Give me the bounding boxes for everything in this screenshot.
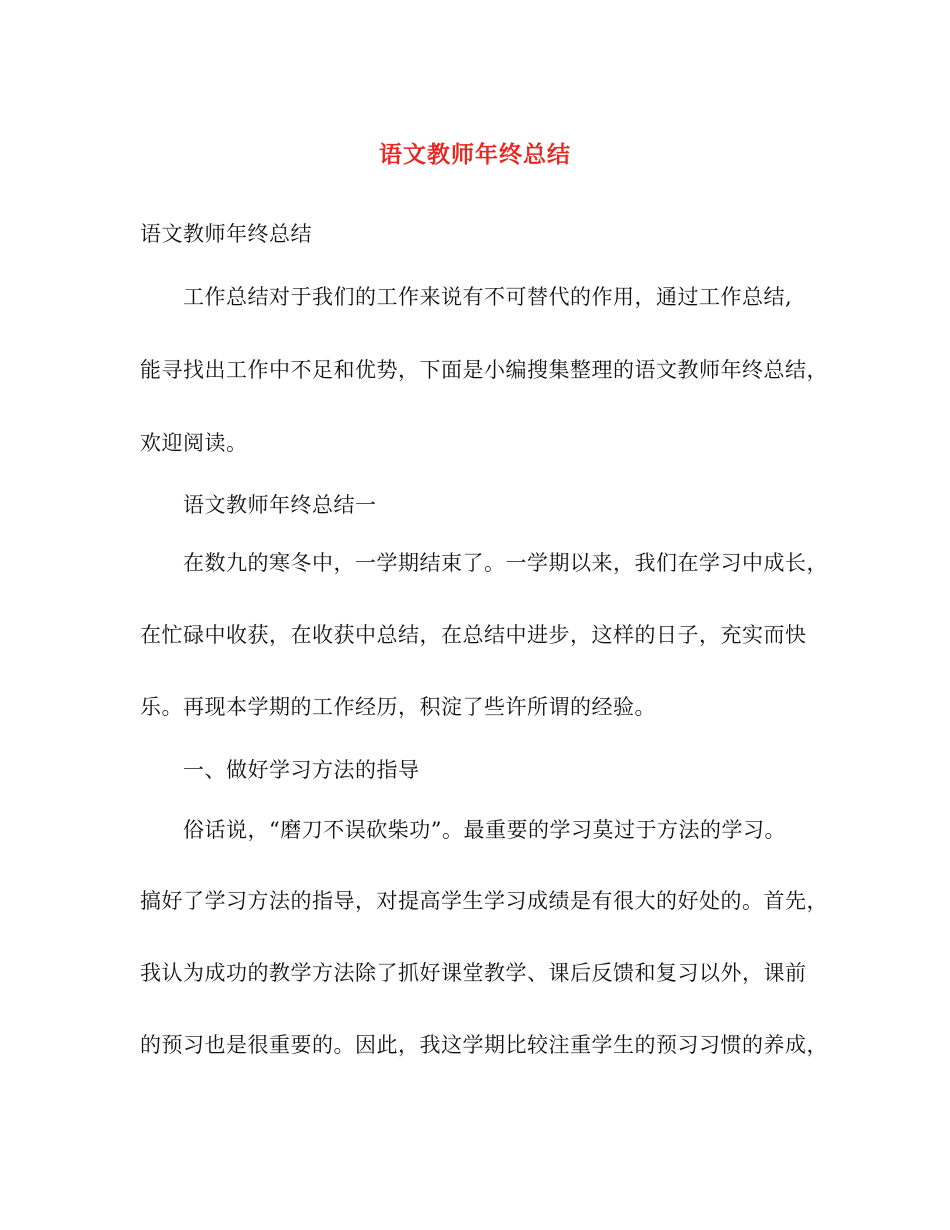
- paragraph-line: 乐。再现本学期的工作经历，积淀了些许所谓的经验。: [140, 695, 656, 719]
- paragraph-line: 的预习也是很重要的。因此，我这学期比较注重学生的预习习惯的养成，: [140, 1033, 828, 1057]
- paragraph-line: 我认为成功的教学方法除了抓好课堂教学、课后反馈和复习以外，课前: [140, 961, 807, 985]
- paragraph-line: 欢迎阅读。: [140, 431, 248, 455]
- document-title: 语文教师年终总结: [379, 141, 571, 168]
- section-heading: 语文教师年终总结一: [183, 493, 377, 517]
- paragraph-line: 在数九的寒冬中，一学期结束了。一学期以来，我们在学习中成长，: [183, 551, 828, 575]
- paragraph-line: 俗话说，“磨刀不误砍柴功”。最重要的学习莫过于方法的学习。: [183, 818, 786, 842]
- paragraph-line: 能寻找出工作中不足和优势，下面是小编搜集整理的语文教师年终总结，: [140, 358, 828, 382]
- paragraph-line: 搞好了学习方法的指导，对提高学生学习成绩是有很大的好处的。首先，: [140, 889, 828, 913]
- paragraph-line: 工作总结对于我们的工作来说有不可替代的作用，通过工作总结,: [183, 285, 793, 309]
- section-heading: 一、做好学习方法的指导: [183, 758, 420, 782]
- paragraph-line: 在忙碌中收获，在收获中总结，在总结中进步，这样的日子，充实而快: [140, 623, 807, 647]
- subtitle-line: 语文教师年终总结: [140, 222, 312, 246]
